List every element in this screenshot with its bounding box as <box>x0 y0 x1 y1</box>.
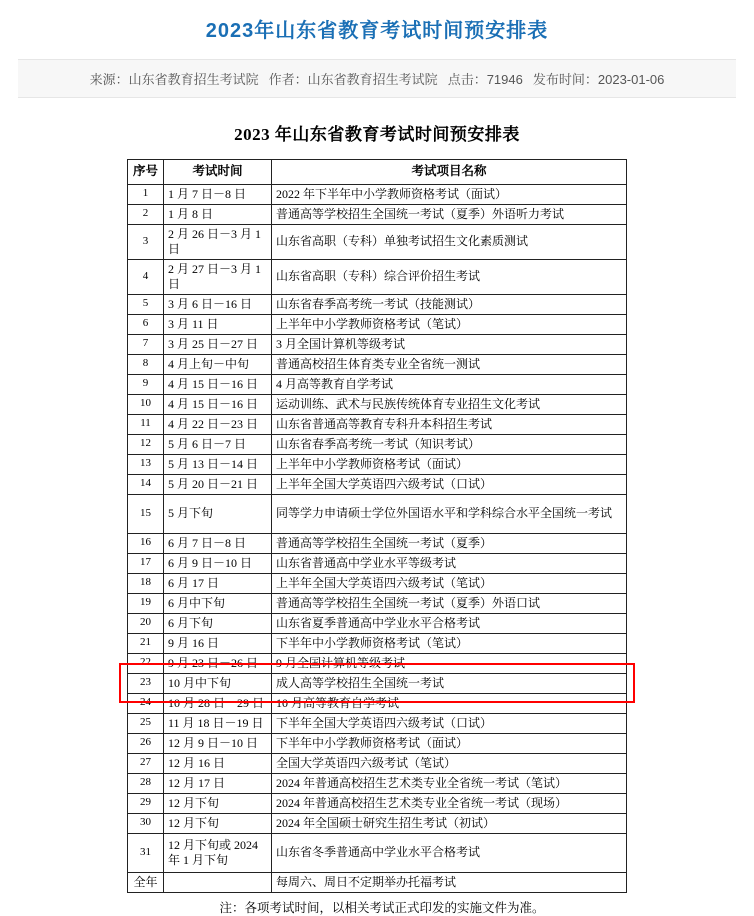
column-header-no: 序号 <box>128 160 164 185</box>
cell-no: 12 <box>128 434 164 454</box>
table-row <box>128 673 627 693</box>
table-row <box>128 773 627 793</box>
source-value: 山东省教育招生考试院 <box>128 72 259 87</box>
cell-name: 上半年全国大学英语四六级考试（笔试） <box>272 573 627 593</box>
cell-no: 全年 <box>128 872 164 892</box>
cell-name: 上半年全国大学英语四六级考试（口试） <box>272 474 627 494</box>
cell-time: 3 月 11 日 <box>164 314 272 334</box>
table-row <box>128 793 627 813</box>
table-row <box>128 314 627 334</box>
cell-name: 3 月全国计算机等级考试 <box>272 334 627 354</box>
cell-no: 17 <box>128 553 164 573</box>
cell-no: 25 <box>128 713 164 733</box>
table-footnote: 注：各项考试时间，以相关考试正式印发的实施文件为准。 <box>219 900 545 915</box>
cell-name: 成人高等学校招生全国统一考试 <box>272 673 627 693</box>
cell-name: 山东省夏季普通高中学业水平合格考试 <box>272 613 627 633</box>
cell-name: 上半年中小学教师资格考试（面试） <box>272 454 627 474</box>
cell-time: 10 月 28 日－29 日 <box>164 693 272 713</box>
table-row <box>128 434 627 454</box>
cell-name: 下半年全国大学英语四六级考试（口试） <box>272 713 627 733</box>
page-title: 2023年山东省教育考试时间预安排表 <box>205 20 549 42</box>
cell-name: 普通高校招生体育类专业全省统一测试 <box>272 354 627 374</box>
table-row <box>128 872 627 892</box>
table-header-row <box>128 160 627 185</box>
cell-no: 8 <box>128 354 164 374</box>
table-row <box>128 753 627 773</box>
page-header <box>0 0 754 55</box>
table-row <box>128 259 627 294</box>
table-row <box>128 833 627 872</box>
table-row <box>128 613 627 633</box>
cell-no: 21 <box>128 633 164 653</box>
cell-no: 31 <box>128 833 164 872</box>
cell-name: 2024 年普通高校招生艺术类专业全省统一考试（现场） <box>272 793 627 813</box>
cell-no: 15 <box>128 494 164 533</box>
cell-no: 18 <box>128 573 164 593</box>
cell-time: 5 月 20 日－21 日 <box>164 474 272 494</box>
cell-time: 1 月 8 日 <box>164 204 272 224</box>
cell-no: 30 <box>128 813 164 833</box>
table-row <box>128 573 627 593</box>
cell-time: 3 月 25 日－27 日 <box>164 334 272 354</box>
column-header-time: 考试时间 <box>164 160 272 185</box>
table-row <box>128 633 627 653</box>
cell-no: 1 <box>128 184 164 204</box>
cell-time: 12 月 9 日－10 日 <box>164 733 272 753</box>
cell-time: 2 月 26 日－3 月 1 日 <box>164 224 272 259</box>
table-row <box>128 294 627 314</box>
hits-value: 71946 <box>486 72 523 87</box>
cell-time: 6 月 17 日 <box>164 573 272 593</box>
table-row <box>128 474 627 494</box>
cell-name: 山东省春季高考统一考试（技能测试） <box>272 294 627 314</box>
cell-time: 12 月下旬 <box>164 793 272 813</box>
cell-name: 同等学力申请硕士学位外国语水平和学科综合水平全国统一考试 <box>272 494 627 533</box>
table-row <box>128 374 627 394</box>
cell-time: 11 月 18 日－19 日 <box>164 713 272 733</box>
table-row <box>128 354 627 374</box>
cell-name: 山东省高职（专科）单独考试招生文化素质测试 <box>272 224 627 259</box>
cell-no: 27 <box>128 753 164 773</box>
schedule-table-wrapper <box>127 159 627 893</box>
cell-no: 14 <box>128 474 164 494</box>
table-row <box>128 224 627 259</box>
cell-no: 5 <box>128 294 164 314</box>
publish-date-label: 发布时间： <box>532 72 598 87</box>
cell-time: 12 月 16 日 <box>164 753 272 773</box>
cell-name: 山东省普通高中学业水平等级考试 <box>272 553 627 573</box>
cell-no: 22 <box>128 653 164 673</box>
cell-name: 9 月全国计算机等级考试 <box>272 653 627 673</box>
cell-time: 4 月 22 日－23 日 <box>164 414 272 434</box>
table-row <box>128 184 627 204</box>
cell-name: 下半年中小学教师资格考试（面试） <box>272 733 627 753</box>
hits-label: 点击： <box>447 72 487 87</box>
cell-name: 全国大学英语四六级考试（笔试） <box>272 753 627 773</box>
cell-no: 4 <box>128 259 164 294</box>
cell-name: 山东省普通高等教育专科升本科招生考试 <box>272 414 627 434</box>
cell-name: 4 月高等教育自学考试 <box>272 374 627 394</box>
cell-time: 4 月 15 日－16 日 <box>164 374 272 394</box>
cell-no: 28 <box>128 773 164 793</box>
table-row <box>128 533 627 553</box>
cell-time: 5 月 6 日－7 日 <box>164 434 272 454</box>
source-label: 来源： <box>89 72 129 87</box>
table-row <box>128 553 627 573</box>
cell-name: 普通高等学校招生全国统一考试（夏季） <box>272 533 627 553</box>
cell-no: 10 <box>128 394 164 414</box>
cell-name: 普通高等学校招生全国统一考试（夏季）外语听力考试 <box>272 204 627 224</box>
exam-schedule-table <box>127 159 627 893</box>
table-row <box>128 394 627 414</box>
cell-no: 7 <box>128 334 164 354</box>
cell-no: 16 <box>128 533 164 553</box>
table-body <box>128 184 627 892</box>
cell-no: 11 <box>128 414 164 434</box>
cell-name: 每周六、周日不定期举办托福考试 <box>272 872 627 892</box>
cell-name: 普通高等学校招生全国统一考试（夏季）外语口试 <box>272 593 627 613</box>
cell-no: 2 <box>128 204 164 224</box>
cell-name: 10 月高等教育自学考试 <box>272 693 627 713</box>
cell-time: 5 月 13 日－14 日 <box>164 454 272 474</box>
cell-time: 10 月中下旬 <box>164 673 272 693</box>
table-row <box>128 693 627 713</box>
cell-time: 12 月 17 日 <box>164 773 272 793</box>
table-row <box>128 414 627 434</box>
table-row <box>128 733 627 753</box>
cell-no: 13 <box>128 454 164 474</box>
cell-name: 下半年中小学教师资格考试（笔试） <box>272 633 627 653</box>
document-title: 2023 年山东省教育考试时间预安排表 <box>234 125 520 144</box>
cell-time: 1 月 7 日－8 日 <box>164 184 272 204</box>
cell-time <box>164 872 272 892</box>
table-row <box>128 813 627 833</box>
cell-time: 12 月下旬或 2024 年 1 月下旬 <box>164 833 272 872</box>
cell-time: 6 月下旬 <box>164 613 272 633</box>
cell-time: 3 月 6 日－16 日 <box>164 294 272 314</box>
table-row <box>128 204 627 224</box>
cell-time: 5 月下旬 <box>164 494 272 533</box>
cell-time: 4 月上旬－中旬 <box>164 354 272 374</box>
cell-name: 山东省春季高考统一考试（知识考试） <box>272 434 627 454</box>
table-row <box>128 494 627 533</box>
cell-time: 4 月 15 日－16 日 <box>164 394 272 414</box>
cell-no: 23 <box>128 673 164 693</box>
cell-no: 6 <box>128 314 164 334</box>
cell-name: 山东省高职（专科）综合评价招生考试 <box>272 259 627 294</box>
cell-time: 6 月中下旬 <box>164 593 272 613</box>
cell-name: 2022 年下半年中小学教师资格考试（面试） <box>272 184 627 204</box>
table-row <box>128 653 627 673</box>
cell-no: 9 <box>128 374 164 394</box>
cell-name: 山东省冬季普通高中学业水平合格考试 <box>272 833 627 872</box>
author-value: 山东省教育招生考试院 <box>307 72 438 87</box>
table-row <box>128 454 627 474</box>
cell-name: 2024 年全国硕士研究生招生考试（初试） <box>272 813 627 833</box>
publish-date-value: 2023-01-06 <box>597 72 665 87</box>
cell-no: 19 <box>128 593 164 613</box>
cell-name: 2024 年普通高校招生艺术类专业全省统一考试（笔试） <box>272 773 627 793</box>
cell-time: 2 月 27 日－3 月 1 日 <box>164 259 272 294</box>
cell-no: 3 <box>128 224 164 259</box>
cell-time: 9 月 23 日－26 日 <box>164 653 272 673</box>
article-meta-bar <box>18 59 736 98</box>
cell-time: 9 月 16 日 <box>164 633 272 653</box>
cell-no: 26 <box>128 733 164 753</box>
table-row <box>128 593 627 613</box>
table-row <box>128 713 627 733</box>
cell-name: 运动训练、武术与民族传统体育专业招生文化考试 <box>272 394 627 414</box>
cell-no: 24 <box>128 693 164 713</box>
table-row <box>128 334 627 354</box>
cell-time: 12 月下旬 <box>164 813 272 833</box>
cell-time: 6 月 9 日－10 日 <box>164 553 272 573</box>
author-label: 作者： <box>268 72 308 87</box>
cell-no: 20 <box>128 613 164 633</box>
cell-time: 6 月 7 日－8 日 <box>164 533 272 553</box>
column-header-name: 考试项目名称 <box>272 160 627 185</box>
cell-no: 29 <box>128 793 164 813</box>
cell-name: 上半年中小学教师资格考试（笔试） <box>272 314 627 334</box>
